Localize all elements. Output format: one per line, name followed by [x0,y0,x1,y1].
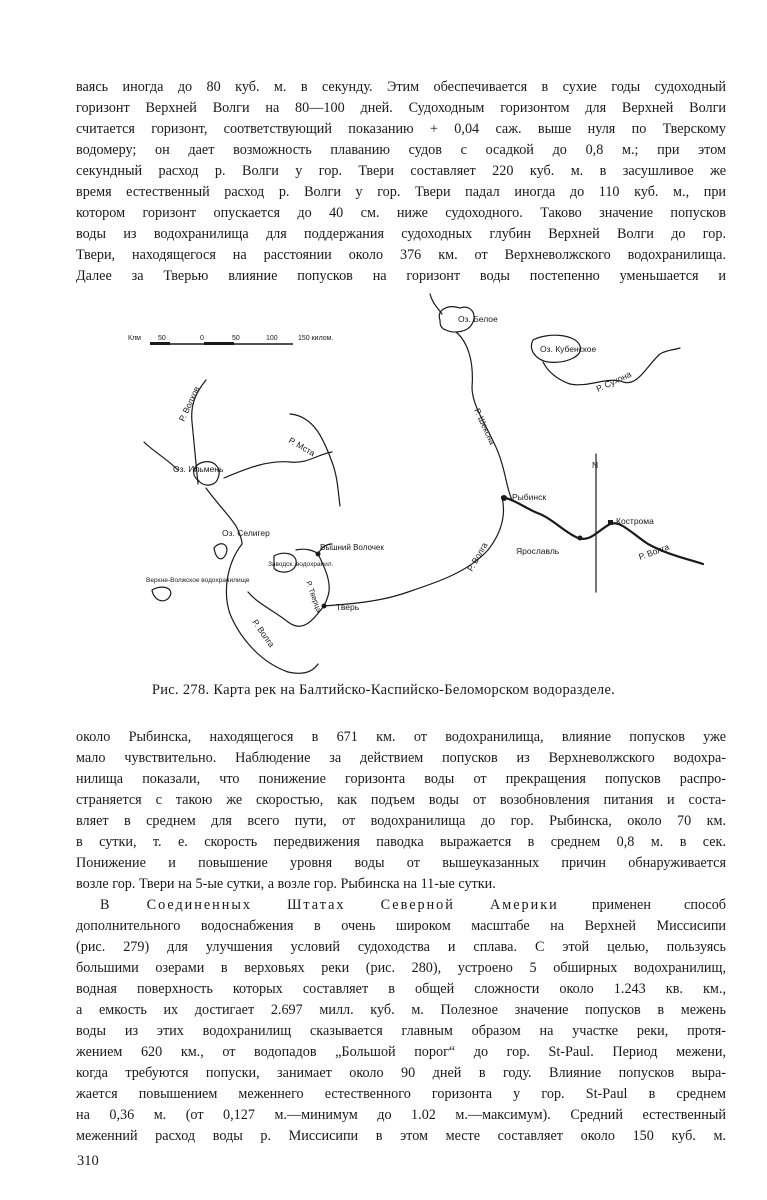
text-line: (рис. 279) для улучшения условий судоходства и сплава. С этой целью, пользуясь [76,939,726,955]
label-beloe: Оз. Белое [458,314,498,324]
reservoir-verkhnevolzh-shape [152,587,171,601]
text-line: а емкость их достигает 2.697 милл. куб. м. Полезное значение попусков в межень [76,1002,726,1018]
label-vyshny: Вышний Волочек [320,543,384,552]
scale-bar [128,335,333,345]
river-map-figure [118,292,730,674]
label-kostroma: Кострома [616,516,654,526]
text-line: дополнительного водоснабжения в очень широком масштабе на Верхней Миссисипи [76,918,726,934]
city-kostroma-dot [608,520,613,525]
text-line-first [76,895,726,916]
label-yaroslavl: Ярославль [516,546,560,556]
scale-tick: 100 [266,335,278,342]
label-ilmen: Оз. Ильмень [173,464,224,474]
label-rybinsk: Рыбинск [512,492,547,502]
label-tvertsa: Р. Тверца [304,579,324,614]
figure-caption: Рис. 278. Карта рек на Балтийско-Каспийско-Беломорском водоразделе. [151,682,616,698]
text-continuation: применен способ [558,897,726,913]
text-line: возле гор. Твери на 5-ые сутки, а возле гор. Рыбинска на 11-ые сутки. [76,876,496,892]
text-line: жается повышением меженнего естественного горизонта у гор. St-Paul в среднем [76,1086,726,1102]
text-line: вляет в среднем для всего пути, от водохранилища до гор. Рыбинска, около 70 км. [76,813,726,829]
city-yaroslavl-dot [578,536,583,541]
river-msta [290,414,340,506]
text-line: водомеру; он дает возможность плаванию судов с осадкой до 0,8 м.; при этом [76,142,726,158]
label-msta: Р. Мста [287,435,317,459]
text-line: большими озерами в верховьях реки (рис. 280), устроено 5 обширных водохранилищ, [76,960,726,976]
river-north-beloe [430,294,442,314]
label-seliger: Оз. Селигер [222,528,270,538]
text-line: около Рыбинска, находящегося в 671 км. от водохранилища, влияние попусков уже [76,729,726,745]
label-verkhnevolzh: Верхне-Волжское водохранилище [146,577,250,584]
text-line: секундный расход р. Волги у гор. Твери составляет 220 куб. м. в засушливое же [76,163,726,179]
text-line: воды из водохранилища для поддержания судоходных глубин Верхней Волги до гор. [76,226,726,242]
text-line: меженний расход воды р. Миссисипи в этом месте составляет около 150 куб. м. [76,1128,726,1144]
label-volkhov: Р. Волхов [176,384,202,423]
scale-tick: 50 [158,335,166,342]
city-rybinsk-dot [501,495,507,501]
text-line: нилища показали, что понижение горизонта воды от прекращения попусков распро- [76,771,726,787]
label-sheksna: Р. Шексна [472,406,498,447]
text-line: Понижение и повышение уровня воды от вышеуказанных причин обнаруживается [76,855,726,871]
river-msta-upper [224,452,332,478]
spaced-emphasis: В Соединенных Штатах Северной Америки [100,897,559,913]
text-line: горизонт Верхней Волги на 80—100 дней. Судоходным горизонтом для Верхней Волги [76,100,726,116]
paragraph-top [76,77,726,287]
lake-seliger-shape [214,544,227,559]
label-volga-west: Р. Волга [250,617,277,650]
text-line: воды из этих водохранилищ сказывается главным образом на участке реки, протя- [76,1023,726,1039]
text-line: Далее за Тверью влияние попусков на горизонт воды постепенно уменьшается и [76,268,726,284]
label-sukhona: Р. Сухона [594,368,633,394]
paragraph-middle [76,727,726,1147]
label-zavody: Заводск. водохранил. [268,561,334,568]
text-line: на 0,36 м. (от 0,127 м.—минимум до 1.02 м.—максимум). Средний естественный [76,1107,726,1123]
scale-tick: 0 [200,335,204,342]
label-north: N [592,460,599,470]
text-line: время естественный расход р. Волги у гор. Твери падал иногда до 110 куб. м., при [76,184,726,200]
text-line: Твери, находящегося на расстоянии около 376 км. от Верхневолжского водохранилища. [76,247,726,263]
river-kubenskoe-out [543,362,570,384]
label-kubenskoe: Оз. Кубенское [540,344,597,354]
label-tver: Тверь [336,602,360,612]
label-volga-east: Р. Волга [637,541,671,562]
scale-label: Клм [128,335,141,342]
scale-tick: 50 [232,335,240,342]
text-line: страняется с такою же скоростью, как подъем воды от возобновления питания и соста- [76,792,726,808]
page-number: 310 [77,1153,99,1169]
text-line: ваясь иногда до 80 куб. м. в секунду. Этим обеспечивается в сухие годы судоходный [76,79,726,95]
text-line: водная поверхность которых составляет в общей сложности около 1.243 кв. км., [76,981,726,997]
label-volga-mid: Р. Волга [465,540,490,573]
text-line: считается горизонт, соответствующий показанию + 0,04 саж. выше нуля по Тверскому [76,121,726,137]
text-line: мало чувствительно. Наблюдение за действием попусков из Верхневолжского водохра- [76,750,726,766]
text-line: в сутки, т. е. скорость передвижения паводка выражается в среднем 0,8 м. в сек. [76,834,726,850]
text-line: когда требуются попуски, занимает около 90 дней в году. Влияние попусков выра- [76,1065,726,1081]
city-vyshny-dot [316,552,321,557]
text-line: котором горизонт опускается до 40 см. ниже судоходного. Таково значение попусков [76,205,726,221]
scale-tick: 150 килом. [298,335,334,342]
text-line: жением 620 км., от водопадов „Большой порог“ до гор. St-Paul. Период межени, [76,1044,726,1060]
